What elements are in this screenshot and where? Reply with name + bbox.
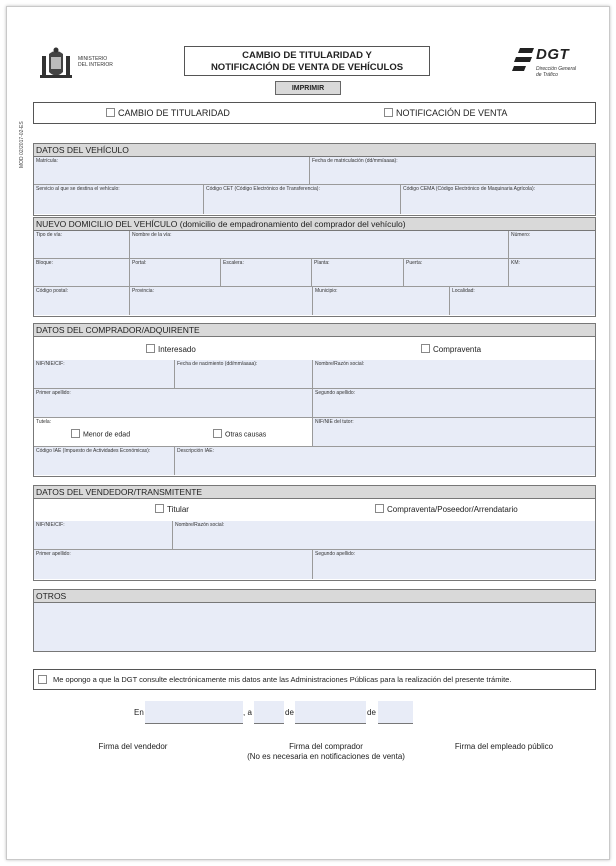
cet-field[interactable]: Código CET (Código Electrónico de Transferencia): <box>204 185 401 214</box>
print-button[interactable]: IMPRIMIR <box>275 81 341 95</box>
ministry-logo: MINISTERIO DEL INTERIOR <box>38 46 128 82</box>
km-field[interactable]: KM: <box>509 259 595 287</box>
numero-field[interactable]: Número: <box>509 231 595 259</box>
day-field[interactable] <box>254 701 284 724</box>
codigo-postal-field[interactable]: Código postal: <box>34 287 130 315</box>
otros-textarea[interactable] <box>33 603 596 652</box>
vendedor-primer-apellido-field[interactable]: Primer apellido: <box>34 550 313 579</box>
compraventa-option[interactable]: Compraventa <box>421 345 481 354</box>
option-notificacion[interactable]: NOTIFICACIÓN DE VENTA <box>384 108 507 118</box>
escalera-field[interactable]: Escalera: <box>221 259 312 287</box>
titular-checkbox[interactable] <box>155 504 164 513</box>
notificacion-checkbox[interactable] <box>384 108 393 117</box>
firma-vendedor: Firma del vendedor <box>98 742 168 751</box>
coat-of-arms-icon <box>38 46 74 82</box>
poseedor-option[interactable]: Compraventa/Poseedor/Arrendatario <box>375 505 518 514</box>
vendedor-segundo-apellido-field[interactable]: Segundo apellido: <box>313 550 595 579</box>
municipio-field[interactable]: Municipio: <box>313 287 450 315</box>
tutela-group: Tutela: Menor de edad Otras causas <box>34 418 313 447</box>
menor-checkbox[interactable] <box>71 429 80 438</box>
procedure-type <box>33 102 596 124</box>
menor-option[interactable]: Menor de edad <box>71 430 130 439</box>
comprador-segundo-apellido-field[interactable]: Segundo apellido: <box>313 389 595 418</box>
comprador-primer-apellido-field[interactable]: Primer apellido: <box>34 389 313 418</box>
dgt-logo: DGT Dirección General de Tráfico <box>512 44 592 84</box>
portal-field[interactable]: Portal: <box>130 259 221 287</box>
section-domicilio-title: NUEVO DOMICILIO DEL VEHÍCULO (domicilio de empadronamiento del comprador del vehículo) <box>33 217 596 231</box>
de-label-2: de <box>367 708 376 717</box>
year-field[interactable] <box>378 701 413 724</box>
section-vendedor <box>33 499 596 581</box>
section-comprador-title: DATOS DEL COMPRADOR/ADQUIRENTE <box>33 323 596 337</box>
otras-causas-checkbox[interactable] <box>213 429 222 438</box>
firma-comprador: Firma del comprador (No es necesaria en notificaciones de venta) <box>247 742 405 761</box>
section-otros-title: OTROS <box>33 589 596 603</box>
fecha-nacimiento-field[interactable]: Fecha de nacimiento (dd/mm/aaaa): <box>175 360 313 389</box>
consent-row: Me opongo a que la DGT consulte electrónicamente mis datos ante las Administraciones Públicas para la realización del presente trámite. <box>33 669 596 690</box>
section-domicilio <box>33 231 596 317</box>
comprador-nif-field[interactable]: NIF/NIE/CIF: <box>34 360 175 389</box>
dgt-symbol-icon <box>512 46 536 76</box>
cema-field[interactable]: Código CEMA (Código Electrónico de Maquinaria Agrícola): <box>401 185 595 214</box>
nombre-via-field[interactable]: Nombre de la vía: <box>130 231 509 259</box>
section-vehiculo-title: DATOS DEL VEHÍCULO <box>33 143 596 157</box>
fecha-matriculacion-field[interactable]: Fecha de matriculación (dd/mm/aaaa): <box>310 157 595 185</box>
matricula-field[interactable]: Matrícula: <box>34 157 310 185</box>
comprador-nombre-field[interactable]: Nombre/Razón social: <box>313 360 595 389</box>
section-vehiculo <box>33 157 596 216</box>
interesado-option[interactable]: Interesado <box>146 345 196 354</box>
section-comprador <box>33 337 596 477</box>
titular-option[interactable]: Titular <box>155 505 189 514</box>
bloque-field[interactable]: Bloque: <box>34 259 130 287</box>
puerta-field[interactable]: Puerta: <box>404 259 509 287</box>
option-cambio[interactable]: CAMBIO DE TITULARIDAD <box>106 108 230 118</box>
firma-empleado: Firma del empleado público <box>454 742 554 751</box>
consent-checkbox[interactable] <box>38 675 47 684</box>
provincia-field[interactable]: Provincia: <box>130 287 313 315</box>
place-field[interactable] <box>145 701 243 724</box>
month-field[interactable] <box>295 701 366 724</box>
poseedor-checkbox[interactable] <box>375 504 384 513</box>
tipo-via-field[interactable]: Tipo de vía: <box>34 231 130 259</box>
descripcion-iae-field[interactable]: Descripción IAE: <box>175 447 595 475</box>
en-label: En <box>134 708 144 717</box>
otras-causas-option[interactable]: Otras causas <box>213 430 266 439</box>
localidad-field[interactable]: Localidad: <box>450 287 595 315</box>
de-label-1: de <box>285 708 294 717</box>
a-label: , a <box>243 708 252 717</box>
vendedor-nombre-field[interactable]: Nombre/Razón social: <box>173 521 595 550</box>
form-code: MOD 02/2017-02-ES <box>19 121 25 168</box>
vendedor-nif-field[interactable]: NIF/NIE/CIF: <box>34 521 173 550</box>
cambio-checkbox[interactable] <box>106 108 115 117</box>
codigo-iae-field[interactable]: Código IAE (Impuesto de Actividades Económicas): <box>34 447 175 475</box>
planta-field[interactable]: Planta: <box>312 259 404 287</box>
interesado-checkbox[interactable] <box>146 344 155 353</box>
nif-tutor-field[interactable]: NIF/NIE del tutor: <box>313 418 595 447</box>
form-title: CAMBIO DE TITULARIDAD Y NOTIFICACIÓN DE VENTA DE VEHÍCULOS <box>184 46 430 76</box>
section-vendedor-title: DATOS DEL VENDEDOR/TRANSMITENTE <box>33 485 596 499</box>
compraventa-checkbox[interactable] <box>421 344 430 353</box>
servicio-field[interactable]: Servicio al que se destina el vehículo: <box>34 185 204 214</box>
